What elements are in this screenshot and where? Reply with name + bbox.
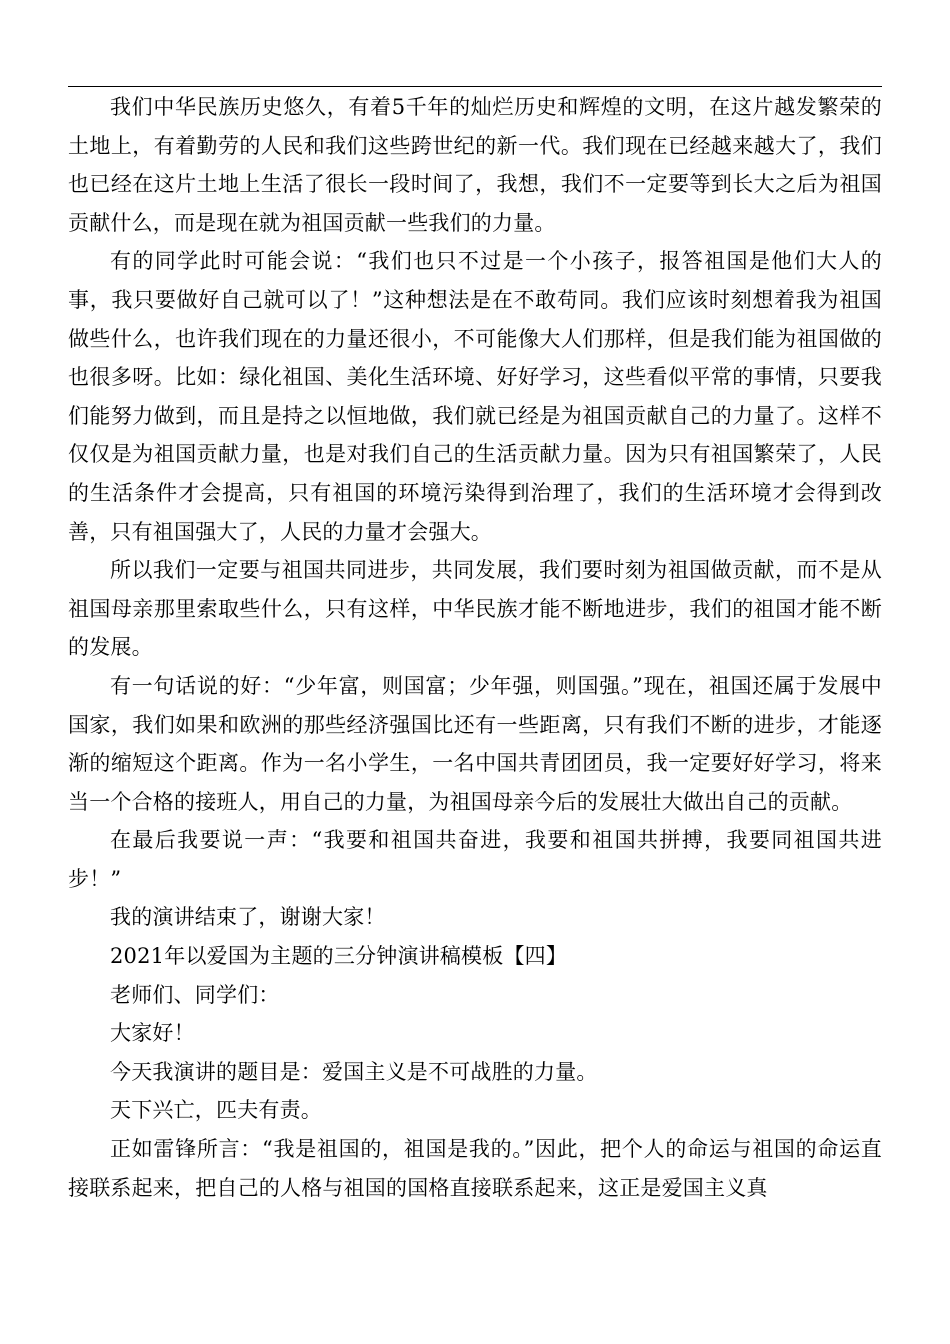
section-heading: 2021年以爱国为主题的三分钟演讲稿模板【四】: [110, 944, 568, 969]
greeting: 大家好！: [110, 1021, 195, 1046]
paragraph-2: 有的同学此时可能会说：“我们也只不过是一个小孩子，报答祖国是他们大人的事，我只要做好自己就可以了！”这种想法是在不敢苟同。我们应该时刻想着我为祖国做些什么，也许我们现在的力量还很小，不可能像大人们那样，但是我们能为祖国做的也很多呀。比如：绿化祖国、美化生活环境、好好学习，这些看似平常的事情，只要我们能努力做到，而且是持之以恒地做，我们就已经是为祖国贡献自己的力量了。这样不仅仅是为祖国贡献力量，也是对我们自己的生活贡献力量。因为只有祖国繁荣了，人民的生活条件才会提高，只有祖国的环境污染得到治理了，我们的生活环境才会得到改善，只有祖国强大了，人民的力量才会强大。: [68, 249, 882, 544]
paragraph-3: 所以我们一定要与祖国共同进步，共同发展，我们要时刻为祖国做贡献，而不是从祖国母亲那里索取些什么，只有这样，中华民族才能不断地进步，我们的祖国才能不断的发展。: [68, 558, 882, 660]
speech-topic: 今天我演讲的题目是：爱国主义是不可战胜的力量。: [110, 1059, 598, 1084]
proverb: 天下兴亡，匹夫有责。: [110, 1098, 322, 1123]
paragraph-4: 有一句话说的好：“少年富，则国富；少年强，则国强。”现在，祖国还属于发展中国家，我们如果和欧洲的那些经济强国比还有一些距离，只有我们不断的进步，才能逐渐的缩短这个距离。作为一名小学生，一名中国共青团团员，我一定要好好学习，将来当一个合格的接班人，用自己的力量，为祖国母亲今后的发展壮大做出自己的贡献。: [68, 673, 882, 814]
paragraph-1: 我们中华民族历史悠久，有着5千年的灿烂历史和辉煌的文明，在这片越发繁荣的土地上，有着勤劳的人民和我们这些跨世纪的新一代。我们现在已经越来越大了，我们也已经在这片土地上生活了很长一段时间了，我想，我们不一定要等到长大之后为祖国贡献什么，而是现在就为祖国贡献一些我们的力量。: [68, 95, 882, 235]
paragraph-6: 我的演讲结束了，谢谢大家！: [110, 905, 386, 930]
paragraph-5: 在最后我要说一声：“我要和祖国共奋进，我要和祖国共拼搏，我要同祖国共进步！”: [68, 828, 882, 891]
salutation: 老师们、同学们：: [110, 982, 280, 1007]
paragraph-12: 正如雷锋所言：“我是祖国的，祖国是我的。”因此，把个人的命运与祖国的命运直接联系起来，把自己的人格与祖国的国格直接联系起来，这正是爱国主义真: [68, 1137, 882, 1200]
document-body: [68, 88, 882, 1207]
header-rule: [68, 86, 882, 87]
